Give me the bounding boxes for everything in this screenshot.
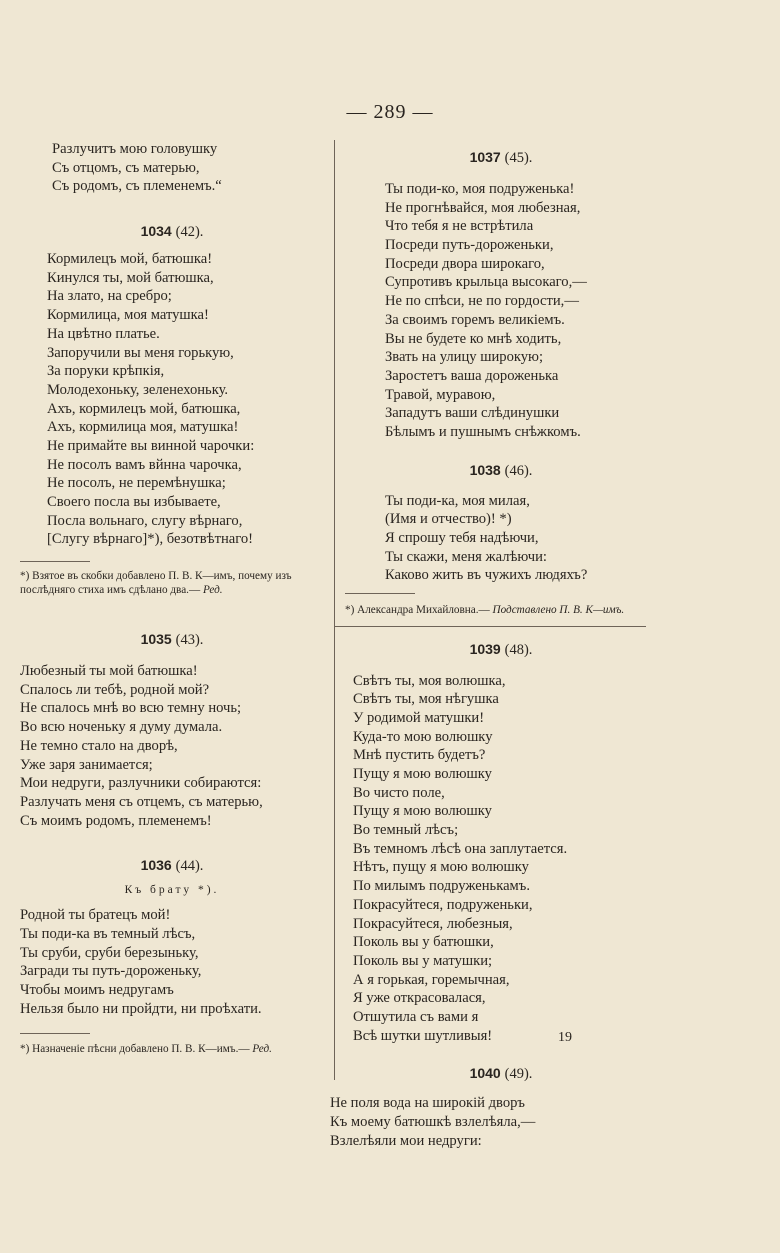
song-verse-1038 — [385, 492, 657, 585]
verse-line: Поколь вы у батюшки, — [353, 934, 494, 951]
song-verse-1036 — [20, 906, 324, 1018]
verse-line: Ты поди-ко, моя подруженька! — [385, 181, 575, 197]
verse-line: Супротивъ крыльца высокаго,— — [385, 274, 587, 291]
verse-line: Родной ты братецъ мой! — [20, 907, 171, 924]
song-number: 1034 — [140, 223, 172, 240]
verse-line: Во чисто поле, — [353, 784, 445, 801]
page-number: — 289 — — [346, 101, 434, 123]
verse-line: Травой, муравою, — [385, 386, 496, 403]
song-title-1038 — [345, 458, 657, 482]
footnote-text: *) Назначеніе пѣсни добавлено П. В. К—имъ.— — [20, 1043, 250, 1056]
verse-line: Кормилица, моя матушка! — [47, 307, 209, 324]
verse-line: Не поля вода на широкій дворъ — [330, 1095, 525, 1112]
verse-line: Разлучать меня съ отцемъ, съ матерью, — [20, 793, 263, 810]
verse-line: Кормилецъ мой, батюшка! — [47, 251, 213, 268]
verse-line: По милымъ подруженькамъ. — [353, 878, 530, 895]
verse-line: Запоручили вы меня горькую, — [47, 344, 234, 361]
song-title-1040 — [345, 1061, 657, 1085]
verse-line: Чтобы моимъ недругамъ — [20, 982, 174, 998]
verse-line: Нельзя было ни пройдти, ни проѣхати. — [20, 1000, 262, 1017]
verse-line: Мнѣ пустить будетъ? — [353, 747, 486, 764]
verse-line: Кинулся ты, мой батюшка, — [47, 269, 214, 286]
verse-line: Уже заря занимается; — [20, 756, 153, 773]
verse-line: Свѣтъ ты, моя нѣгушка — [353, 691, 499, 708]
verse-line: Ты поди-ка въ темный лѣсъ, — [20, 925, 196, 942]
verse-line: Всѣ шутки шутливыя! — [353, 1027, 493, 1044]
song-number: 1038 — [469, 461, 501, 478]
song-number: 1040 — [469, 1065, 501, 1082]
verse-line: Не прогнѣвайся, моя любезная, — [385, 199, 581, 216]
footnote-rule — [20, 1033, 90, 1034]
song-number: 1035 — [140, 631, 172, 648]
footnote-column-rule — [334, 626, 646, 627]
verse-line: Ахъ, кормилецъ мой, батюшка, — [47, 400, 241, 417]
verse-line: За своимъ горемъ великіемъ. — [385, 311, 565, 328]
verse-line: Заростетъ ваша дороженька — [385, 367, 559, 384]
song-orig-number: (49). — [504, 1066, 533, 1083]
song-number: 1039 — [469, 640, 501, 657]
verse-line: А я горькая, горемычная, — [353, 971, 510, 988]
intro-verse — [52, 140, 324, 196]
song-verse-1039 — [353, 672, 657, 1046]
verse-line: Мои недруги, разлучники собираются: — [20, 775, 262, 792]
verse-line: Покрасуйтеся, подруженьки, — [353, 896, 533, 913]
verse-line: Не спалось мнѣ во всю темну ночь; — [20, 700, 242, 717]
footnote-text: *) Александра Михайловна.— — [345, 604, 490, 617]
verse-line: Съ моимъ родомъ, племенемъ! — [20, 812, 212, 829]
footnote-signature: Подставлено П. В. К—имъ. — [492, 604, 625, 617]
verse-line: Молодехоньку, зеленехоньку. — [47, 381, 229, 398]
verse-line: Не по спѣси, не по гордости,— — [385, 293, 579, 310]
sheet-number: 19 — [558, 1030, 572, 1045]
verse-line: Любезный ты мой батюшка! — [20, 663, 198, 680]
verse-line: Загради ты путь-дороженьку, — [20, 963, 202, 980]
song-verse-1035 — [20, 662, 324, 830]
song-title-1036 — [20, 853, 324, 877]
footnote-2 — [20, 1043, 324, 1057]
verse-line: Своего посла вы избываете, — [47, 494, 221, 510]
verse-line: Ты поди-ка, моя милая, — [385, 492, 530, 509]
song-orig-number: (43). — [175, 632, 204, 649]
song-number: 1036 — [140, 857, 172, 874]
song-title-1034 — [20, 219, 324, 243]
verse-line: Что тебя я не встрѣтила — [385, 218, 534, 235]
verse-line: За поруки крѣпкія, — [47, 363, 165, 380]
verse-line: Свѣтъ ты, моя волюшка, — [353, 672, 506, 689]
footnote-rule — [20, 561, 90, 562]
song-number: 1037 — [469, 149, 501, 165]
verse-line: Я уже открасовалася, — [353, 990, 486, 1007]
song-orig-number: (44). — [175, 858, 204, 875]
verse-line: Каково жить въ чужихъ людяхъ? — [385, 567, 588, 584]
song-orig-number: (42). — [175, 224, 204, 241]
footnote-rule — [345, 593, 415, 594]
verse-line: Я спрошу тебя надѣючи, — [385, 530, 539, 546]
verse-line: [Слугу вѣрнаго]*), безотвѣтнаго! — [47, 531, 254, 548]
song-dedication: Къ брату *). — [124, 884, 220, 897]
verse-line: Вы не будете ко мнѣ ходить, — [385, 330, 562, 347]
verse-line: Во темный лѣсъ; — [353, 822, 459, 839]
footnote-text: *) Взятое въ скобки добавлено П. В. К—имъ, почему изъ послѣдняго стиха имъ сдѣлано два.— — [20, 570, 292, 596]
verse-line: Взлелѣяли мои недруги: — [330, 1132, 482, 1149]
footnote-signature: Ред. — [202, 583, 223, 596]
verse-line: Во всю ноченьку я думу думала. — [20, 719, 223, 736]
verse-line: Ты скажи, меня жалѣючи: — [385, 548, 547, 565]
verse-line: На злато, на сребро; — [47, 288, 172, 305]
verse-line: Ты сруби, сруби березыньку, — [20, 944, 199, 961]
verse-line: Отшутила съ вами я — [353, 1008, 479, 1025]
verse-line: Посреди двора широкаго, — [385, 255, 545, 272]
verse-line: У родимой матушки! — [353, 709, 485, 726]
verse-line: Съ отцомъ, съ матерью, — [52, 159, 200, 176]
verse-line: (Имя и отчество)! *) — [385, 511, 512, 528]
right-column — [330, 140, 657, 1150]
verse-line: Поколь вы у матушки; — [353, 952, 493, 969]
verse-line: Не примайте вы винной чарочки: — [47, 437, 255, 454]
verse-line: Нѣтъ, пущу я мою волюшку — [353, 859, 529, 876]
verse-line: Спалось ли тебѣ, родной мой? — [20, 681, 210, 698]
verse-line: Въ темномъ лѣсѣ она заплутается. — [353, 840, 568, 857]
verse-line: Съ родомъ, съ племенемъ.“ — [52, 178, 222, 195]
song-title-1037 — [345, 145, 657, 169]
verse-line: Звать на улицу широкую; — [385, 349, 544, 366]
verse-line: Разлучитъ мою головушку — [52, 141, 218, 157]
song-verse-1037 — [385, 180, 657, 442]
verse-line: Покрасуйтеся, любезныя, — [353, 915, 513, 932]
footnote-1 — [20, 570, 324, 597]
verse-line: Западутъ ваши слѣдинушки — [385, 405, 560, 422]
song-orig-number: (46). — [504, 462, 533, 479]
verse-line: Куда-то мою волюшку — [353, 728, 493, 745]
left-column — [20, 140, 324, 1057]
song-orig-number: (45). — [504, 150, 533, 166]
footnote-3 — [345, 604, 657, 618]
song-title-1035 — [20, 627, 324, 651]
verse-line: Не посолъ, не перемѣнушка; — [47, 475, 226, 492]
verse-line: На цвѣтно платье. — [47, 325, 160, 342]
verse-line: Ахъ, кормилица моя, матушка! — [47, 419, 239, 436]
verse-line: Бѣлымъ и пушнымъ снѣжкомъ. — [385, 423, 581, 440]
column-divider — [334, 140, 335, 1080]
song-title-1039 — [345, 637, 657, 661]
verse-line: Не посолъ вамъ вйнна чарочка, — [47, 456, 242, 473]
verse-line: Пущу я мою волюшку — [353, 803, 492, 820]
song-verse-1034 — [47, 250, 324, 549]
verse-line: Не темно стало на дворѣ, — [20, 737, 178, 754]
verse-line: Посреди путь-дороженьки, — [385, 237, 554, 254]
verse-line: Къ моему батюшкѣ взлелѣяла,— — [330, 1114, 536, 1130]
song-verse-1040 — [330, 1094, 657, 1150]
verse-line: Посла вольнаго, слугу вѣрнаго, — [47, 512, 243, 529]
verse-line: Пущу я мою волюшку — [353, 766, 492, 782]
song-orig-number: (48). — [504, 641, 533, 658]
footnote-signature: Ред. — [252, 1043, 272, 1056]
